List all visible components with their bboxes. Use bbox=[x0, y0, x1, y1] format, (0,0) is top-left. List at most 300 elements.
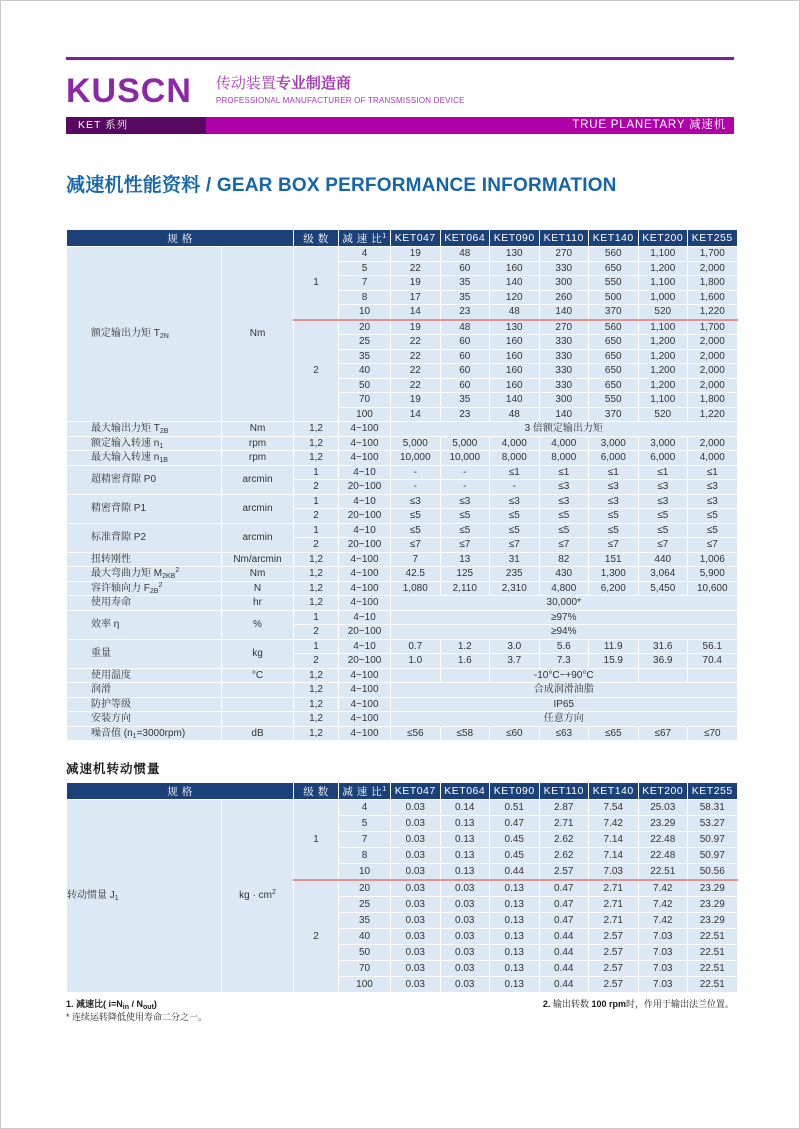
table-cell: 2,310 bbox=[490, 581, 540, 596]
table-cell: 60 bbox=[440, 335, 490, 350]
table-cell: 0.44 bbox=[539, 977, 589, 993]
table-cell: 2,110 bbox=[440, 581, 490, 596]
brand-header bbox=[66, 73, 734, 117]
table-cell: 0.47 bbox=[539, 913, 589, 929]
table-row bbox=[67, 639, 738, 654]
table-cell: 7.03 bbox=[638, 977, 688, 993]
table-cell: ≤67 bbox=[638, 726, 688, 741]
table-cell: 1,2 bbox=[294, 451, 339, 466]
table-row bbox=[67, 247, 738, 262]
table-cell: 0.03 bbox=[391, 913, 441, 929]
table-cell: 0.44 bbox=[539, 945, 589, 961]
table-cell: 160 bbox=[490, 378, 540, 393]
table-cell: 6,000 bbox=[589, 451, 639, 466]
table-cell: - bbox=[391, 465, 441, 480]
header-row bbox=[67, 783, 738, 800]
table-cell: 6,000 bbox=[638, 451, 688, 466]
table-cell: 0.13 bbox=[440, 848, 490, 864]
table-cell: 0.13 bbox=[440, 832, 490, 848]
table-cell: 5 bbox=[339, 816, 391, 832]
table-cell: 0.13 bbox=[440, 816, 490, 832]
table-cell: 8,000 bbox=[490, 451, 540, 466]
table-cell: 10,600 bbox=[688, 581, 738, 596]
table-cell: 7.3 bbox=[539, 654, 589, 669]
table-cell: 7.14 bbox=[589, 848, 639, 864]
table-cell: 0.03 bbox=[391, 977, 441, 993]
table-cell: 25.03 bbox=[638, 800, 688, 816]
table-cell: ≤5 bbox=[688, 509, 738, 524]
table-cell: 19 bbox=[391, 276, 441, 291]
table-cell: 1,2 bbox=[294, 712, 339, 727]
table-cell: ≤3 bbox=[589, 494, 639, 509]
table-cell: 100 bbox=[339, 977, 391, 993]
column-header-cell: KET047 bbox=[391, 783, 441, 800]
table-cell: Nm bbox=[222, 567, 294, 582]
table-cell: 0.13 bbox=[490, 880, 540, 897]
footnotes-left bbox=[66, 998, 207, 1024]
table-cell: 1,700 bbox=[688, 320, 738, 335]
table-cell: ≤58 bbox=[440, 726, 490, 741]
table-cell: 14 bbox=[391, 407, 441, 422]
table-cell: 48 bbox=[490, 305, 540, 320]
table-cell: 0.14 bbox=[440, 800, 490, 816]
table-cell: 50.97 bbox=[688, 832, 738, 848]
column-header-cell: KET064 bbox=[440, 230, 490, 247]
column-header-cell: KET090 bbox=[490, 783, 540, 800]
table-row bbox=[67, 697, 738, 712]
column-header-cell: KET255 bbox=[688, 783, 738, 800]
table-cell: 36.9 bbox=[638, 654, 688, 669]
table-cell: ≤56 bbox=[391, 726, 441, 741]
table-cell: 0.03 bbox=[391, 929, 441, 945]
table-cell: 0.13 bbox=[490, 913, 540, 929]
table-cell: 520 bbox=[638, 305, 688, 320]
table-cell: 0.03 bbox=[391, 800, 441, 816]
table-cell: 35 bbox=[339, 349, 391, 364]
table-cell: 4~100 bbox=[339, 436, 391, 451]
table-cell: 4~100 bbox=[339, 668, 391, 683]
inertia-section-title: 减速机转动惯量 bbox=[66, 762, 161, 776]
inertia-table bbox=[66, 782, 738, 993]
table-cell: 22 bbox=[391, 349, 441, 364]
table-cell: 151 bbox=[589, 552, 639, 567]
table-cell: °C bbox=[222, 668, 294, 683]
table-cell: 1,200 bbox=[638, 378, 688, 393]
table-cell: 20 bbox=[339, 880, 391, 897]
table-cell: 35 bbox=[440, 290, 490, 305]
table-cell: 0.03 bbox=[391, 897, 441, 913]
table-cell: 4~100 bbox=[339, 712, 391, 727]
table-cell: 4,800 bbox=[539, 581, 589, 596]
table-cell: ≤5 bbox=[638, 523, 688, 538]
table-cell: 效率 η bbox=[67, 610, 222, 639]
table-cell bbox=[638, 668, 688, 683]
table-cell: 4~100 bbox=[339, 581, 391, 596]
table-cell: 5,000 bbox=[391, 436, 441, 451]
table-cell: ≤5 bbox=[391, 509, 441, 524]
table-cell: rpm bbox=[222, 436, 294, 451]
table-cell: 0.47 bbox=[539, 897, 589, 913]
table-cell: ≤1 bbox=[688, 465, 738, 480]
column-header-cell: KET110 bbox=[539, 783, 589, 800]
table-cell: 440 bbox=[638, 552, 688, 567]
table-cell: 23 bbox=[440, 407, 490, 422]
table-cell: 4~100 bbox=[339, 726, 391, 741]
table-cell: 30,000* bbox=[391, 596, 738, 611]
page-title: 减速机性能资料 / GEAR BOX PERFORMANCE INFORMATION bbox=[66, 175, 617, 196]
table-cell: 1 bbox=[294, 465, 339, 480]
table-cell: 60 bbox=[440, 364, 490, 379]
table-cell: 转动惯量 $J_1$ bbox=[67, 800, 222, 993]
table-cell: 8 bbox=[339, 848, 391, 864]
table-cell: 560 bbox=[589, 247, 639, 262]
table-cell: 0.03 bbox=[440, 880, 490, 897]
table-cell: 容许轴向力 $F_{2B}^2$ bbox=[67, 581, 222, 596]
table-cell: 7.03 bbox=[638, 945, 688, 961]
table-cell: 2 bbox=[294, 880, 339, 993]
table-cell: ≤5 bbox=[440, 509, 490, 524]
table-cell: 2.57 bbox=[589, 961, 639, 977]
table-cell: 4~100 bbox=[339, 451, 391, 466]
table-cell: 650 bbox=[589, 335, 639, 350]
table-cell: 4~10 bbox=[339, 610, 391, 625]
column-header-cell: KET200 bbox=[638, 783, 688, 800]
column-header-cell: KET047 bbox=[391, 230, 441, 247]
table-cell: 超精密背隙 P0 bbox=[67, 465, 222, 494]
table-row bbox=[67, 581, 738, 596]
table-cell: 6,200 bbox=[589, 581, 639, 596]
table-cell: 140 bbox=[539, 305, 589, 320]
footnotes-right bbox=[543, 998, 734, 1024]
series-banner bbox=[66, 117, 734, 134]
table-cell: 140 bbox=[490, 276, 540, 291]
table-cell: 10 bbox=[339, 305, 391, 320]
table-cell: 0.03 bbox=[440, 897, 490, 913]
table-cell: 40 bbox=[339, 929, 391, 945]
table-cell: 160 bbox=[490, 349, 540, 364]
performance-table bbox=[66, 229, 738, 741]
table-row bbox=[67, 668, 738, 683]
table-cell: 15.9 bbox=[589, 654, 639, 669]
table-cell: 235 bbox=[490, 567, 540, 582]
table-cell: 1,2 bbox=[294, 697, 339, 712]
table-cell: arcmin bbox=[222, 523, 294, 552]
table-cell: 7.03 bbox=[638, 929, 688, 945]
table-cell: 4~100 bbox=[339, 697, 391, 712]
table-cell: 2,000 bbox=[688, 335, 738, 350]
column-header-cell: 规 格 bbox=[67, 783, 294, 800]
table-cell: 60 bbox=[440, 378, 490, 393]
table-cell: 1 bbox=[294, 523, 339, 538]
table-cell: 1,220 bbox=[688, 407, 738, 422]
footnote-2: 2. 输出转数 100 rpm时，作用于输出法兰位置。 bbox=[542, 999, 734, 1009]
table-cell: 1,2 bbox=[294, 668, 339, 683]
table-cell: 1.2 bbox=[440, 639, 490, 654]
table-cell: 5,900 bbox=[688, 567, 738, 582]
table-cell: 1,200 bbox=[638, 364, 688, 379]
table-cell: 4~100 bbox=[339, 422, 391, 437]
table-cell: 1 bbox=[294, 494, 339, 509]
table-cell: 3,000 bbox=[589, 436, 639, 451]
table-cell: 31 bbox=[490, 552, 540, 567]
table-cell: ≤5 bbox=[391, 523, 441, 538]
table-cell: 23.29 bbox=[638, 816, 688, 832]
table-row bbox=[67, 610, 738, 625]
table-cell: 48 bbox=[490, 407, 540, 422]
table-cell: 22.48 bbox=[638, 848, 688, 864]
column-header-cell: KET200 bbox=[638, 230, 688, 247]
tagline-chinese bbox=[216, 75, 465, 93]
table-cell: 260 bbox=[539, 290, 589, 305]
performance-table-container bbox=[66, 229, 734, 741]
table-cell: ≤7 bbox=[638, 538, 688, 553]
table-cell: 650 bbox=[589, 364, 639, 379]
table-row bbox=[67, 800, 738, 816]
table-row bbox=[67, 436, 738, 451]
table-cell: 100 bbox=[339, 407, 391, 422]
table-cell: -10°C~+90°C bbox=[490, 668, 639, 683]
table-cell: 650 bbox=[589, 261, 639, 276]
table-cell: 1,200 bbox=[638, 261, 688, 276]
table-cell: 23.29 bbox=[688, 913, 738, 929]
column-header-cell: 级 数 bbox=[294, 783, 339, 800]
table-cell bbox=[391, 668, 441, 683]
table-cell: 0.13 bbox=[440, 864, 490, 881]
table-cell: 20~100 bbox=[339, 625, 391, 640]
table-cell: 1 bbox=[294, 800, 339, 881]
table-row bbox=[67, 494, 738, 509]
table-cell: 1.0 bbox=[391, 654, 441, 669]
table-cell: 11.9 bbox=[589, 639, 639, 654]
table-cell: 扭转刚性 bbox=[67, 552, 222, 567]
table-cell: 20~100 bbox=[339, 509, 391, 524]
table-cell: ≤5 bbox=[490, 523, 540, 538]
footnote-1: 1. 减速比( $i=N_{in} / N_{out}$) bbox=[66, 999, 157, 1011]
column-header-cell: 减 速 比$^1$ bbox=[339, 230, 391, 247]
table-cell: 1,600 bbox=[688, 290, 738, 305]
table-cell: 160 bbox=[490, 335, 540, 350]
table-cell: 1,2 bbox=[294, 422, 339, 437]
table-cell: 最大输入转速 $n_{1B}$ bbox=[67, 451, 222, 466]
kuscn-logo: KUSCN bbox=[66, 72, 192, 110]
table-cell: 1,2 bbox=[294, 683, 339, 698]
table-cell: 2 bbox=[294, 654, 339, 669]
table-cell: 3,000 bbox=[638, 436, 688, 451]
table-cell: ≤7 bbox=[539, 538, 589, 553]
table-cell: ≤63 bbox=[539, 726, 589, 741]
table-cell: 60 bbox=[440, 261, 490, 276]
table-cell: 2.62 bbox=[539, 832, 589, 848]
table-cell: 0.03 bbox=[440, 977, 490, 993]
table-cell: 0.45 bbox=[490, 848, 540, 864]
table-cell: 2.57 bbox=[539, 864, 589, 881]
table-cell: 0.03 bbox=[440, 945, 490, 961]
table-cell: 23.29 bbox=[688, 897, 738, 913]
table-cell bbox=[440, 668, 490, 683]
table-cell: 1,2 bbox=[294, 726, 339, 741]
column-header-cell: KET090 bbox=[490, 230, 540, 247]
table-cell: 1,2 bbox=[294, 552, 339, 567]
table-cell: 0.03 bbox=[391, 880, 441, 897]
table-cell: 1 bbox=[294, 247, 339, 320]
table-cell: 最大输出力矩 $T_{2B}$ bbox=[67, 422, 222, 437]
table-cell: 3 倍额定输出力矩 bbox=[391, 422, 738, 437]
table-cell: 0.03 bbox=[391, 848, 441, 864]
table-cell: 4 bbox=[339, 247, 391, 262]
table-cell: 10 bbox=[339, 864, 391, 881]
table-cell: 4,000 bbox=[539, 436, 589, 451]
table-cell: 35 bbox=[440, 276, 490, 291]
table-cell: 7.42 bbox=[638, 913, 688, 929]
table-cell: 20~100 bbox=[339, 654, 391, 669]
table-cell: 130 bbox=[490, 247, 540, 262]
tagline-bold: 专业制造商 bbox=[275, 75, 351, 92]
table-cell: 19 bbox=[391, 320, 441, 335]
table-cell: arcmin bbox=[222, 494, 294, 523]
table-cell: 1,100 bbox=[638, 320, 688, 335]
table-cell: 22 bbox=[391, 364, 441, 379]
table-cell: 70.4 bbox=[688, 654, 738, 669]
table-cell: 19 bbox=[391, 393, 441, 408]
table-cell: 50 bbox=[339, 945, 391, 961]
table-cell: 270 bbox=[539, 247, 589, 262]
table-cell: ≤5 bbox=[589, 509, 639, 524]
table-cell: 4~10 bbox=[339, 523, 391, 538]
table-cell: 1 bbox=[294, 639, 339, 654]
table-cell: Nm bbox=[222, 422, 294, 437]
table-cell: 1,006 bbox=[688, 552, 738, 567]
table-cell: 20 bbox=[339, 320, 391, 335]
table-cell: 1,080 bbox=[391, 581, 441, 596]
table-cell: 370 bbox=[589, 305, 639, 320]
taglines bbox=[216, 73, 465, 105]
table-cell: 任意方向 bbox=[391, 712, 738, 727]
table-cell: 520 bbox=[638, 407, 688, 422]
table-cell: 300 bbox=[539, 393, 589, 408]
table-cell: 2 bbox=[294, 538, 339, 553]
table-cell: dB bbox=[222, 726, 294, 741]
table-cell: ≤7 bbox=[391, 538, 441, 553]
table-cell: 0.03 bbox=[391, 864, 441, 881]
table-cell: 8,000 bbox=[539, 451, 589, 466]
table-cell: 2,000 bbox=[688, 378, 738, 393]
table-cell: 7.03 bbox=[638, 961, 688, 977]
table-cell: 2.62 bbox=[539, 848, 589, 864]
table-cell: 使用寿命 bbox=[67, 596, 222, 611]
table-cell: 5,000 bbox=[440, 436, 490, 451]
table-cell: 35 bbox=[440, 393, 490, 408]
table-cell: ≤5 bbox=[539, 523, 589, 538]
table-cell: 1.6 bbox=[440, 654, 490, 669]
table-cell: 270 bbox=[539, 320, 589, 335]
table-cell: 160 bbox=[490, 261, 540, 276]
table-cell: 10,000 bbox=[440, 451, 490, 466]
table-cell: 22 bbox=[391, 378, 441, 393]
table-cell: 1,2 bbox=[294, 596, 339, 611]
table-cell: 1,220 bbox=[688, 305, 738, 320]
table-cell: 5.6 bbox=[539, 639, 589, 654]
table-cell: - bbox=[440, 480, 490, 495]
table-cell: kg bbox=[222, 639, 294, 668]
table-cell: 7 bbox=[339, 276, 391, 291]
table-cell: 17 bbox=[391, 290, 441, 305]
table-cell: 7.42 bbox=[589, 816, 639, 832]
top-rule-divider bbox=[66, 57, 734, 60]
header-row bbox=[67, 230, 738, 247]
table-cell: 0.13 bbox=[490, 929, 540, 945]
table-cell: 330 bbox=[539, 261, 589, 276]
table-cell: 3.7 bbox=[490, 654, 540, 669]
table-cell: 22.51 bbox=[688, 929, 738, 945]
table-cell: 4~10 bbox=[339, 465, 391, 480]
table-cell: 0.7 bbox=[391, 639, 441, 654]
table-cell: 48 bbox=[440, 247, 490, 262]
table-cell: 13 bbox=[440, 552, 490, 567]
table-cell: 0.44 bbox=[539, 961, 589, 977]
tagline-english: PROFESSIONAL MANUFACTURER OF TRANSMISSION DEVICE bbox=[215, 96, 465, 105]
column-header-cell: 规 格 bbox=[67, 230, 294, 247]
column-header-cell: KET140 bbox=[589, 783, 639, 800]
table-cell: 500 bbox=[589, 290, 639, 305]
table-cell: 82 bbox=[539, 552, 589, 567]
table-cell: 润滑 bbox=[67, 683, 222, 698]
table-cell: 0.44 bbox=[539, 929, 589, 945]
table-cell: 8 bbox=[339, 290, 391, 305]
table-cell: 2,000 bbox=[688, 349, 738, 364]
table-cell: 125 bbox=[440, 567, 490, 582]
table-cell: 7 bbox=[391, 552, 441, 567]
table-cell: ≤7 bbox=[440, 538, 490, 553]
table-cell: 430 bbox=[539, 567, 589, 582]
table-cell: 2,000 bbox=[688, 364, 738, 379]
table-cell: ≤7 bbox=[688, 538, 738, 553]
table-cell: 4,000 bbox=[490, 436, 540, 451]
table-cell: ≤3 bbox=[688, 480, 738, 495]
table-cell: 370 bbox=[589, 407, 639, 422]
table-cell: 58.31 bbox=[688, 800, 738, 816]
table-cell: ≤3 bbox=[539, 480, 589, 495]
table-cell: 19 bbox=[391, 247, 441, 262]
table-cell: 2.87 bbox=[539, 800, 589, 816]
table-cell: 330 bbox=[539, 378, 589, 393]
table-cell: Nm/arcmin bbox=[222, 552, 294, 567]
table-cell: 22.51 bbox=[638, 864, 688, 881]
table-cell: 53.27 bbox=[688, 816, 738, 832]
table-cell bbox=[222, 712, 294, 727]
table-cell: ≤3 bbox=[539, 494, 589, 509]
table-cell: 140 bbox=[490, 393, 540, 408]
table-cell: 1 bbox=[294, 610, 339, 625]
table-cell: 7.54 bbox=[589, 800, 639, 816]
table-cell: 70 bbox=[339, 961, 391, 977]
table-cell: 防护等级 bbox=[67, 697, 222, 712]
table-cell: 56.1 bbox=[688, 639, 738, 654]
table-cell: ≤3 bbox=[638, 480, 688, 495]
table-cell: ≤5 bbox=[539, 509, 589, 524]
table-cell: 330 bbox=[539, 335, 589, 350]
table-cell: 0.47 bbox=[539, 880, 589, 897]
table-cell: 0.44 bbox=[490, 864, 540, 881]
table-cell: 560 bbox=[589, 320, 639, 335]
column-header-cell: KET255 bbox=[688, 230, 738, 247]
table-cell: ≤1 bbox=[539, 465, 589, 480]
table-cell: ≤5 bbox=[589, 523, 639, 538]
table-cell: ≤1 bbox=[638, 465, 688, 480]
table-cell: 35 bbox=[339, 913, 391, 929]
table-cell: 2.71 bbox=[589, 913, 639, 929]
table-cell: 300 bbox=[539, 276, 589, 291]
table-cell: rpm bbox=[222, 451, 294, 466]
